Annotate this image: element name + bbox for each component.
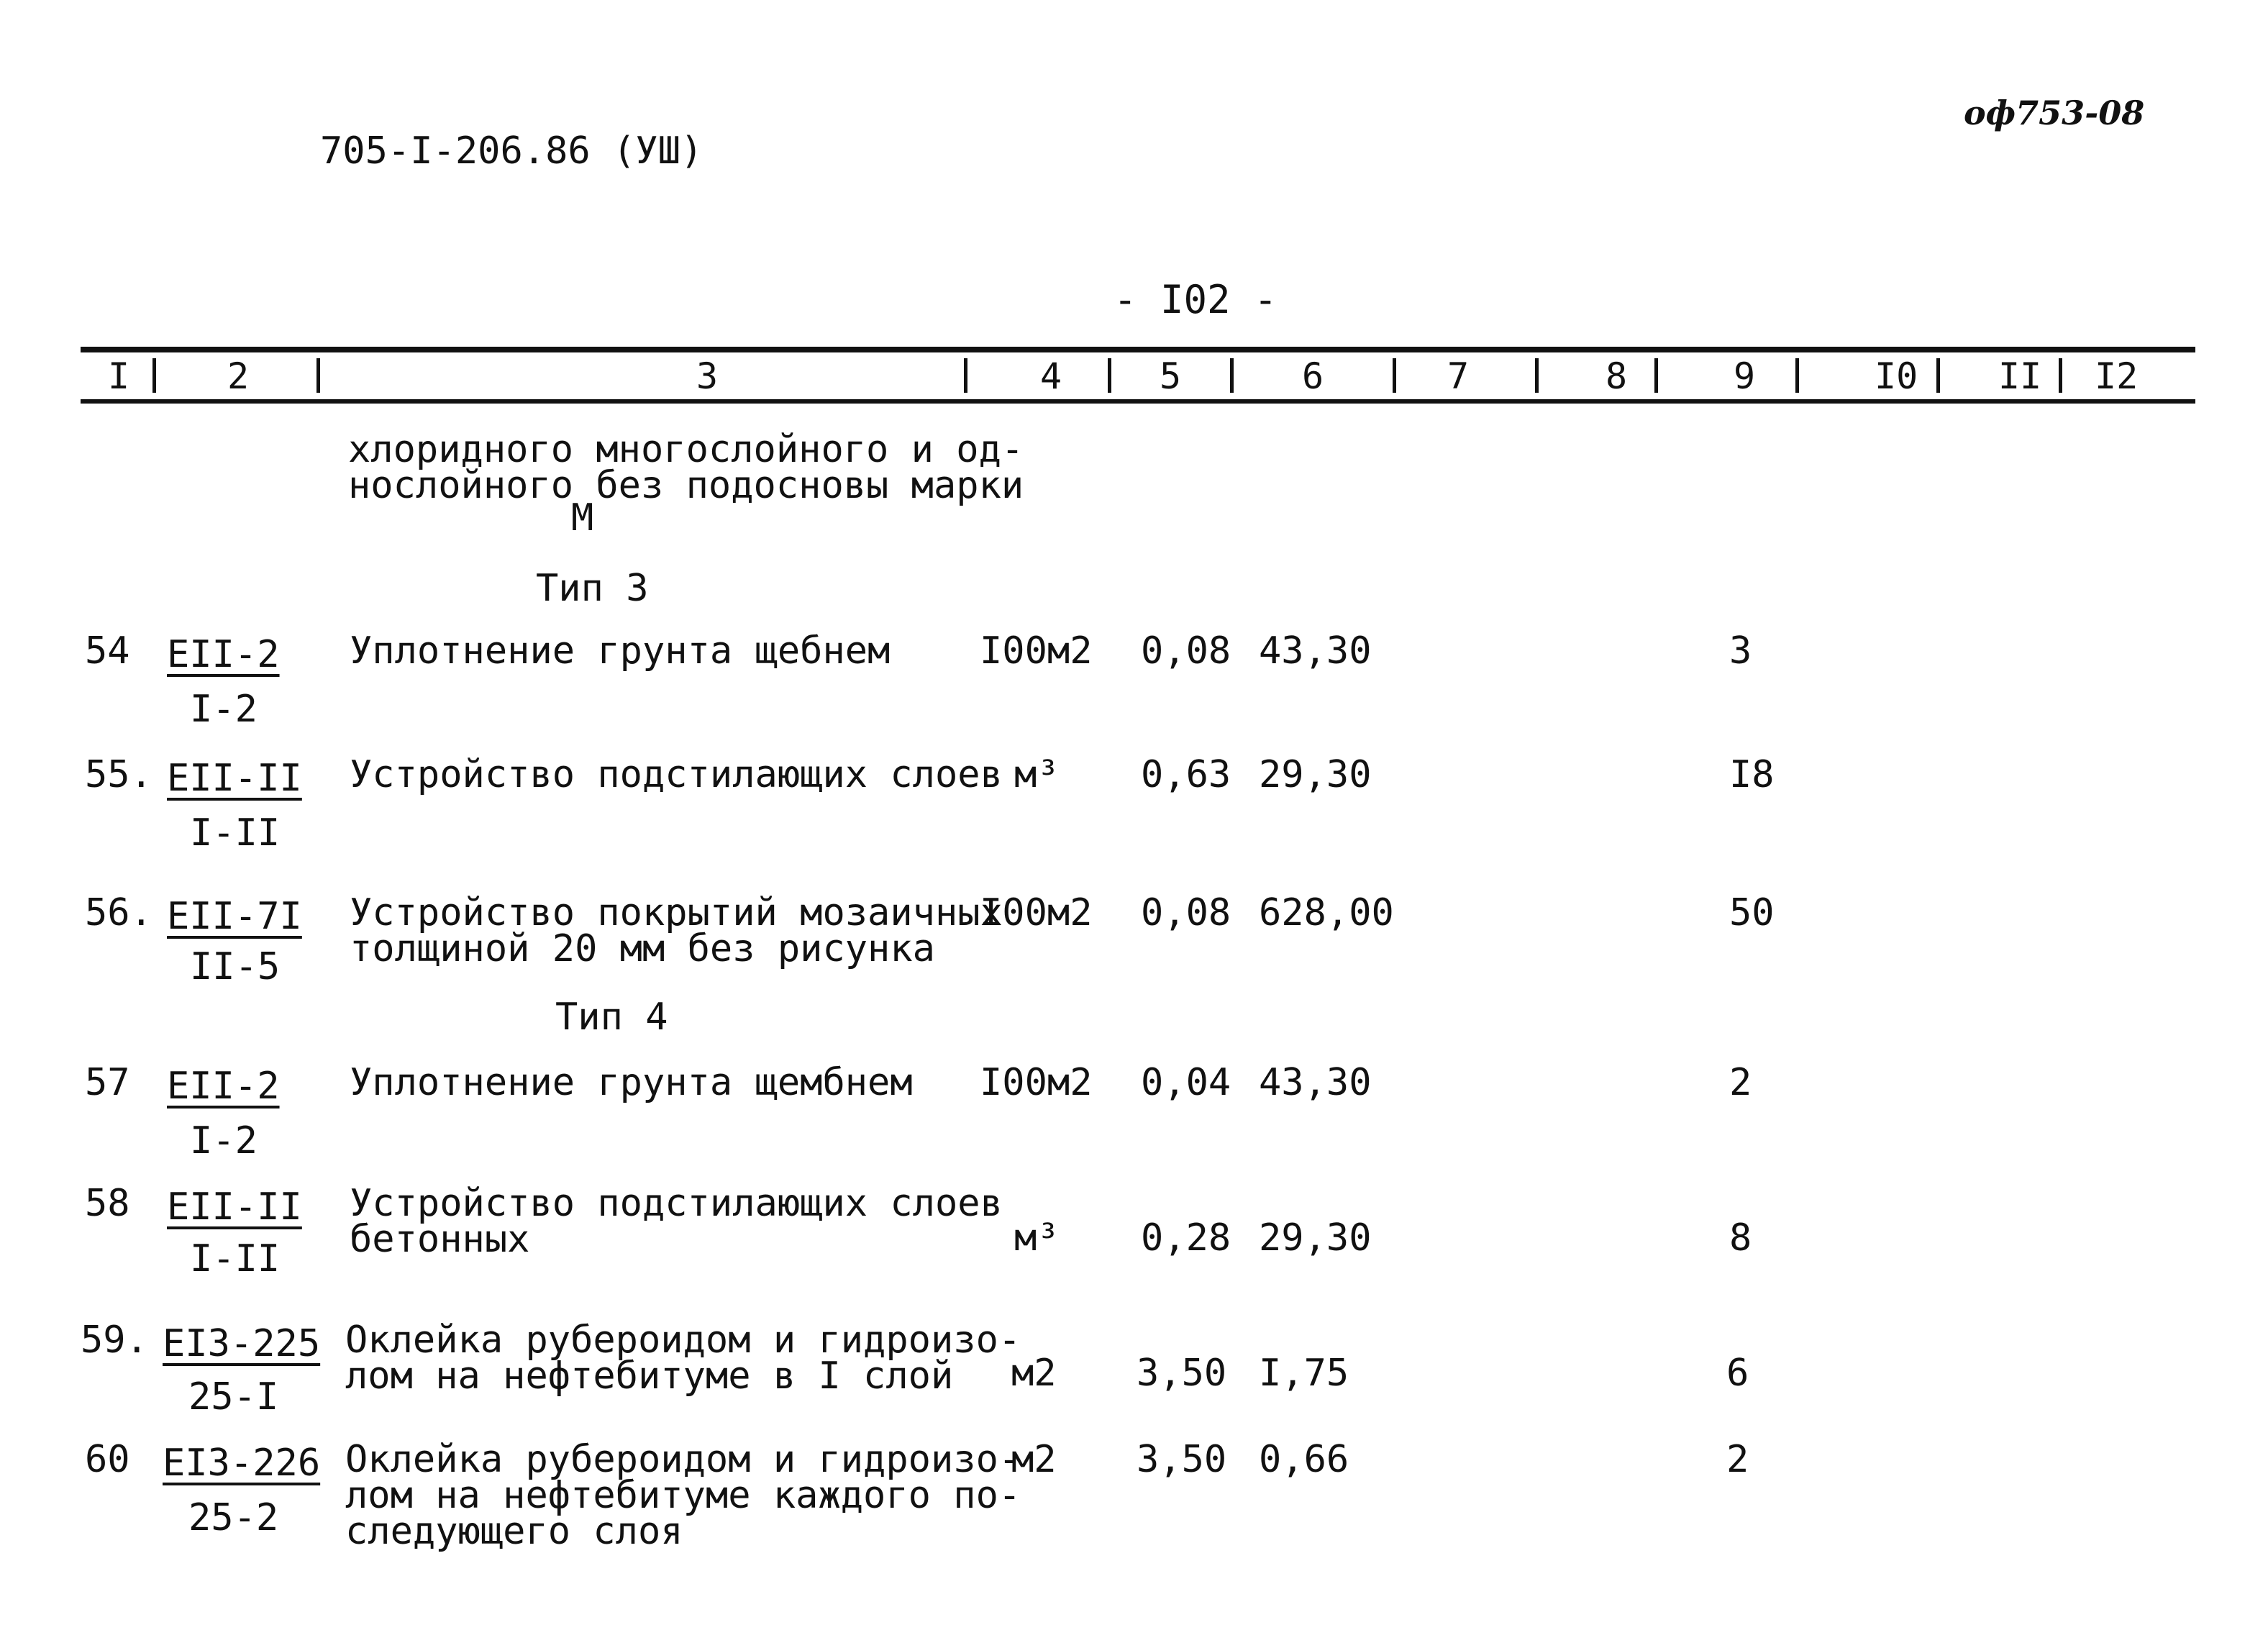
- norm-code: EII-2: [167, 1065, 280, 1108]
- row-number: 59.: [81, 1319, 148, 1362]
- type-heading: Тип 3: [536, 567, 649, 610]
- column-separator: [1535, 358, 1539, 393]
- work-description: Устройство покрытий мозаичных: [350, 891, 1003, 934]
- column-separator: [1795, 358, 1799, 393]
- column-header-11: II: [1998, 355, 2042, 397]
- column-separator: [1108, 358, 1111, 393]
- quantity: 3,50: [1137, 1352, 1227, 1395]
- column-separator: [2059, 358, 2062, 393]
- unit: I00м2: [980, 1061, 1093, 1104]
- total: 50: [1729, 891, 1775, 934]
- column-separator: [1230, 358, 1234, 393]
- total: I8: [1729, 753, 1775, 796]
- column-separator: [964, 358, 967, 393]
- norm-subcode: 25-2: [188, 1496, 279, 1539]
- quantity: 0,63: [1141, 753, 1231, 796]
- quantity: 0,08: [1141, 891, 1231, 934]
- column-header-8: 8: [1606, 355, 1628, 397]
- unit-price: 0,66: [1259, 1438, 1349, 1481]
- work-description: Устройство подстилающих слоев: [350, 1182, 1003, 1225]
- column-header-5: 5: [1160, 355, 1182, 397]
- column-separator: [316, 358, 320, 393]
- table-header-rule: [81, 399, 2195, 404]
- column-separator: [152, 358, 156, 393]
- column-separator: [1936, 358, 1940, 393]
- row-number: 56.: [85, 891, 152, 934]
- work-description: лом на нефтебитуме каждого по-: [345, 1474, 1021, 1517]
- norm-code: EI3-225: [163, 1322, 321, 1365]
- work-description: следующего слоя: [345, 1510, 683, 1553]
- column-separator: [1654, 358, 1658, 393]
- work-description: Уплотнение грунта щебнем: [350, 629, 891, 673]
- norm-code: EII-II: [167, 1185, 302, 1229]
- norm-subcode: II-5: [190, 945, 281, 988]
- column-header-10: I0: [1875, 355, 1918, 397]
- column-header-4: 4: [1040, 355, 1062, 397]
- norm-code: EI3-226: [163, 1442, 321, 1485]
- work-description: Уплотнение грунта щембнем: [350, 1061, 913, 1104]
- norm-subcode: I-II: [190, 811, 281, 855]
- total: 8: [1729, 1216, 1752, 1260]
- norm-code: EII-II: [167, 757, 302, 800]
- row-number: 55.: [85, 753, 152, 796]
- unit-price: 43,30: [1259, 1061, 1372, 1104]
- column-header-1: I: [108, 355, 130, 397]
- row-number: 58: [85, 1182, 130, 1225]
- continuation-line: нослойного без подосновы марки: [348, 464, 1024, 507]
- norm-code: EII-2: [167, 633, 280, 676]
- work-description: толщиной 20 мм без рисунка: [350, 927, 935, 970]
- total: 2: [1726, 1438, 1749, 1481]
- table-top-rule: [81, 347, 2195, 352]
- norm-subcode: 25-I: [188, 1375, 279, 1419]
- unit-price: 29,30: [1259, 1216, 1372, 1260]
- unit-price: I,75: [1259, 1352, 1349, 1395]
- row-number: 57: [85, 1061, 130, 1104]
- unit-price: 628,00: [1259, 891, 1394, 934]
- unit: м2: [1011, 1438, 1057, 1481]
- unit: м2: [1011, 1352, 1057, 1395]
- unit-price: 29,30: [1259, 753, 1372, 796]
- column-header-6: 6: [1302, 355, 1324, 397]
- quantity: 0,28: [1141, 1216, 1231, 1260]
- unit-price: 43,30: [1259, 629, 1372, 673]
- column-header-9: 9: [1734, 355, 1756, 397]
- unit: м³: [1014, 1216, 1060, 1260]
- column-separator: [1393, 358, 1396, 393]
- column-header-2: 2: [227, 355, 250, 397]
- total: 2: [1729, 1061, 1752, 1104]
- norm-subcode: I-2: [190, 688, 258, 731]
- work-description: бетонных: [350, 1218, 530, 1261]
- work-description: лом на нефтебитуме в I слой: [345, 1355, 954, 1398]
- type-heading: Тип 4: [555, 996, 668, 1039]
- norm-code: EII-7I: [167, 895, 302, 938]
- archive-stamp: оф753-08: [1964, 94, 2145, 132]
- unit: I00м2: [980, 891, 1093, 934]
- unit: I00м2: [980, 629, 1093, 673]
- work-description: Оклейка рубероидом и гидроизо-: [345, 1319, 1021, 1362]
- quantity: 0,04: [1141, 1061, 1231, 1104]
- norm-subcode: I-2: [190, 1119, 258, 1162]
- column-header-12: I2: [2095, 355, 2139, 397]
- total: 6: [1726, 1352, 1749, 1395]
- unit: м³: [1014, 753, 1060, 796]
- quantity: 3,50: [1137, 1438, 1227, 1481]
- quantity: 0,08: [1141, 629, 1231, 673]
- row-number: 54: [85, 629, 130, 673]
- page-number: - I02 -: [1113, 277, 1278, 322]
- work-description: Оклейка рубероидом и гидроизо-: [345, 1438, 1021, 1481]
- continuation-line: хлоридного многослойного и од-: [348, 428, 1024, 471]
- row-number: 60: [85, 1438, 130, 1481]
- work-description: Устройство подстилающих слоев: [350, 753, 1003, 796]
- column-header-3: 3: [696, 355, 719, 397]
- document-code: 705-I-206.86 (УШ): [320, 129, 703, 173]
- continuation-line: М: [571, 496, 594, 540]
- norm-subcode: I-II: [190, 1237, 281, 1280]
- total: 3: [1729, 629, 1752, 673]
- column-header-7: 7: [1447, 355, 1470, 397]
